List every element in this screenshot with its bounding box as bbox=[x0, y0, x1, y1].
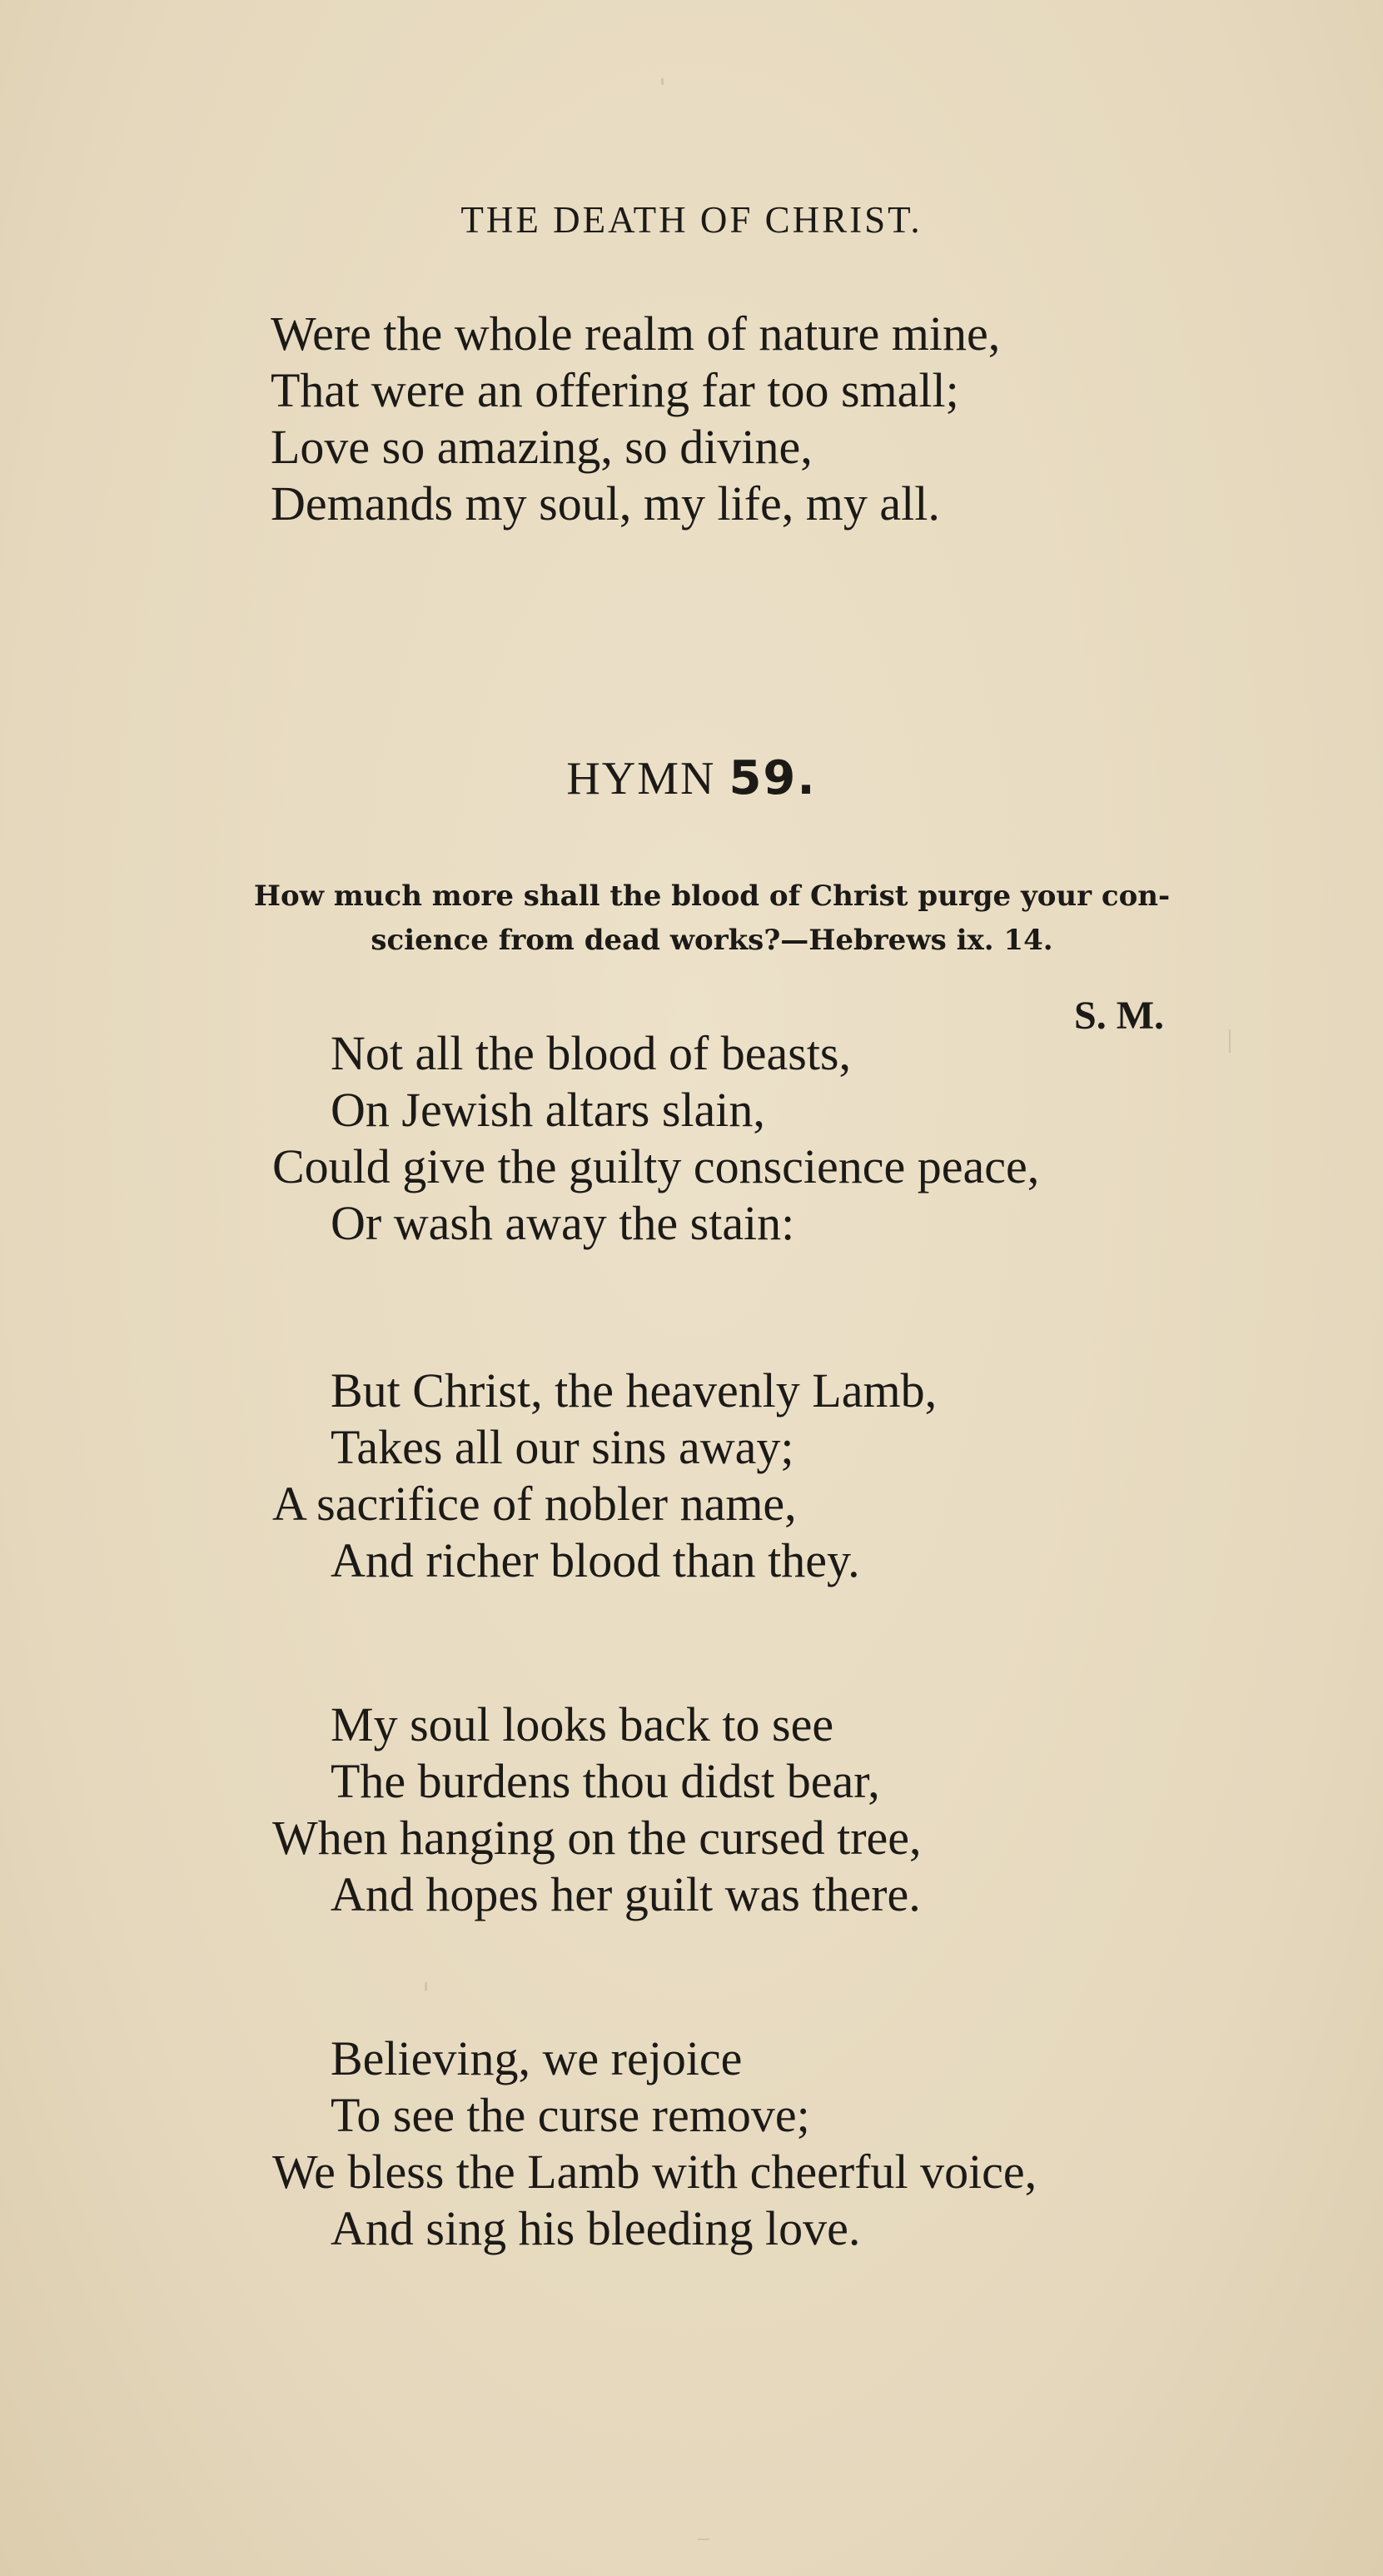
continued-stanza bbox=[271, 306, 1000, 532]
stanza-2 bbox=[272, 1363, 937, 1589]
verse-line: We bless the Lamb with cheerful voice, bbox=[272, 2145, 1037, 2199]
verse-line: The burdens thou didst bear, bbox=[331, 1754, 880, 1808]
stanza-1 bbox=[272, 1025, 1039, 1252]
verse-line: A sacrifice of nobler name, bbox=[272, 1477, 797, 1531]
verse-line: To see the curse remove; bbox=[331, 2088, 810, 2142]
verse-line: Could give the guilty conscience peace, bbox=[272, 1139, 1040, 1193]
verse-line: Were the whole realm of nature mine, bbox=[271, 306, 1001, 361]
paper-speck bbox=[661, 78, 664, 85]
verse-line: And richer blood than they. bbox=[331, 1533, 860, 1587]
verse-line: When hanging on the cursed tree, bbox=[272, 1811, 922, 1865]
verse-line: And hopes her guilt was there. bbox=[331, 1867, 921, 1921]
verse-line: Demands my soul, my life, my all. bbox=[271, 476, 940, 531]
hymn-title bbox=[0, 750, 1383, 808]
verse-line: Love so amazing, so divine, bbox=[271, 420, 813, 474]
paper-speck bbox=[1229, 1029, 1231, 1053]
verse-line: But Christ, the heavenly Lamb, bbox=[331, 1363, 938, 1418]
paper-speck bbox=[425, 1982, 427, 1991]
verse-line: That were an offering far too small; bbox=[271, 363, 959, 417]
verse-line: On Jewish altars slain, bbox=[331, 1083, 765, 1137]
verse-line: Or wash away the stain: bbox=[331, 1196, 795, 1250]
verse-line: Believing, we rejoice bbox=[331, 2031, 743, 2085]
running-head: THE DEATH OF CHRIST. bbox=[460, 199, 923, 241]
verse-line: And sing his bleeding love. bbox=[331, 2201, 861, 2255]
verse-line: Takes all our sins away; bbox=[331, 1420, 794, 1474]
stanza-4 bbox=[272, 2030, 1037, 2257]
hymn-number: 59. bbox=[729, 751, 817, 805]
verse-line: My soul looks back to see bbox=[331, 1697, 834, 1751]
meter-label: S. M. bbox=[1074, 994, 1164, 1038]
stanza-3 bbox=[272, 1697, 922, 1923]
scripture-epigraph: How much more shall the blood of Christ purge your con- science from dead works?—Hebrews ix. 14. bbox=[253, 879, 1171, 957]
hymn-label: HYMN bbox=[566, 753, 716, 805]
paper-speck bbox=[698, 2539, 709, 2540]
verse-line: Not all the blood of beasts, bbox=[331, 1026, 852, 1080]
